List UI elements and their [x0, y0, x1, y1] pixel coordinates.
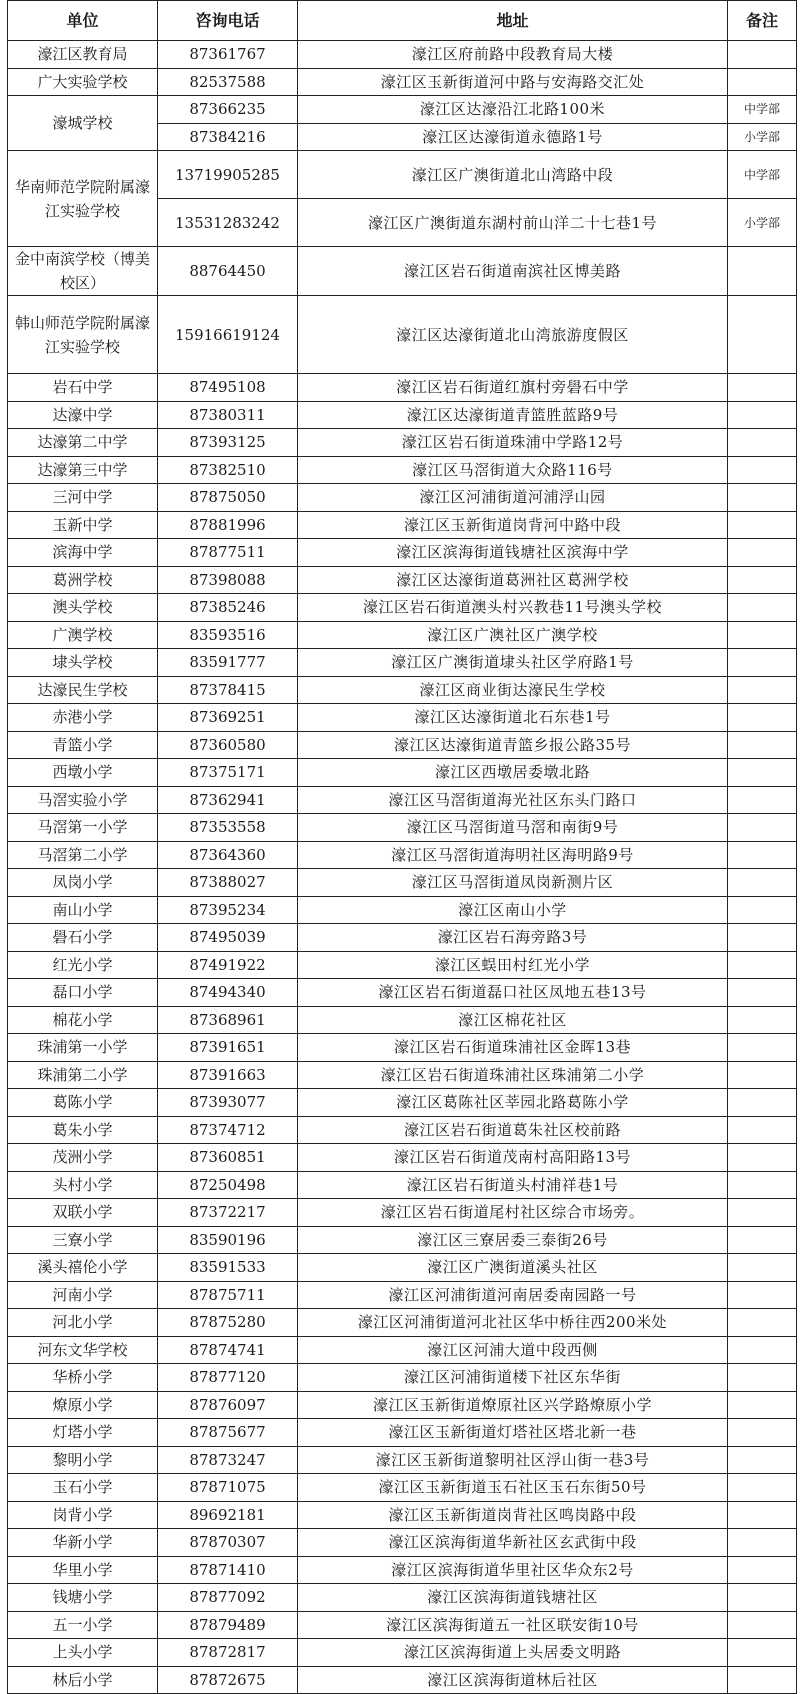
unit-cell: 凤岗小学	[8, 869, 158, 897]
note-cell	[728, 594, 797, 622]
phone-cell: 15916619124	[158, 296, 298, 374]
phone-cell: 87876097	[158, 1391, 298, 1419]
phone-cell: 87873247	[158, 1446, 298, 1474]
note-cell	[728, 539, 797, 567]
unit-cell: 濠城学校	[8, 96, 158, 151]
unit-cell: 马滘第一小学	[8, 814, 158, 842]
note-cell	[728, 456, 797, 484]
table-row	[8, 896, 797, 924]
note-cell	[728, 924, 797, 952]
table-row	[8, 1116, 797, 1144]
note-cell	[728, 1611, 797, 1639]
phone-cell: 87881996	[158, 511, 298, 539]
table-row	[8, 1666, 797, 1694]
unit-cell: 磊口小学	[8, 979, 158, 1007]
address-cell: 濠江区玉新街道河中路与安海路交汇处	[298, 68, 728, 96]
address-cell: 濠江区岩石街道磊口社区凤地五巷13号	[298, 979, 728, 1007]
note-cell	[728, 1501, 797, 1529]
table-row	[8, 96, 797, 124]
unit-cell: 华南师范学院附属濠江实验学校	[8, 151, 158, 247]
unit-cell: 青篮小学	[8, 731, 158, 759]
phone-cell: 87875711	[158, 1281, 298, 1309]
table-row	[8, 1281, 797, 1309]
table-row	[8, 1199, 797, 1227]
table-row	[8, 1254, 797, 1282]
address-cell: 濠江区达濠街道青篮胜蓝路9号	[298, 401, 728, 429]
unit-cell: 葛洲学校	[8, 566, 158, 594]
phone-cell: 83591777	[158, 649, 298, 677]
table-row	[8, 151, 797, 199]
address-cell: 濠江区玉新街道黎明社区浮山街一巷3号	[298, 1446, 728, 1474]
phone-cell: 87360580	[158, 731, 298, 759]
address-cell: 濠江区玉新街道燎原社区兴学路燎原小学	[298, 1391, 728, 1419]
note-cell	[728, 1061, 797, 1089]
unit-cell: 河南小学	[8, 1281, 158, 1309]
note-cell	[728, 704, 797, 732]
header-note: 备注	[728, 1, 797, 41]
note-cell	[728, 68, 797, 96]
unit-cell: 燎原小学	[8, 1391, 158, 1419]
table-row	[8, 1446, 797, 1474]
table-row	[8, 1556, 797, 1584]
table-row	[8, 979, 797, 1007]
table-row	[8, 1144, 797, 1172]
unit-cell: 滨海中学	[8, 539, 158, 567]
table-row	[8, 1309, 797, 1337]
address-cell: 濠江区三寮居委三泰街26号	[298, 1226, 728, 1254]
table-row	[8, 649, 797, 677]
unit-cell: 达濠第二中学	[8, 429, 158, 457]
note-cell: 中学部	[728, 151, 797, 199]
phone-cell: 87491922	[158, 951, 298, 979]
address-cell: 濠江区玉新街道灯塔社区塔北新一巷	[298, 1419, 728, 1447]
unit-cell: 南山小学	[8, 896, 158, 924]
table-body	[8, 41, 797, 1694]
header-unit: 单位	[8, 1, 158, 41]
note-cell	[728, 1034, 797, 1062]
phone-cell: 87375171	[158, 759, 298, 787]
table-row	[8, 1364, 797, 1392]
unit-cell: 三寮小学	[8, 1226, 158, 1254]
phone-cell: 89692181	[158, 1501, 298, 1529]
unit-cell: 双联小学	[8, 1199, 158, 1227]
table-row	[8, 1584, 797, 1612]
note-cell	[728, 1006, 797, 1034]
table-row	[8, 456, 797, 484]
unit-cell: 马滘第二小学	[8, 841, 158, 869]
table-row	[8, 841, 797, 869]
note-cell	[728, 1089, 797, 1117]
table-row	[8, 594, 797, 622]
note-cell	[728, 979, 797, 1007]
phone-cell: 87395234	[158, 896, 298, 924]
table-header-row	[8, 1, 797, 41]
note-cell	[728, 1419, 797, 1447]
phone-cell: 87398088	[158, 566, 298, 594]
address-cell: 濠江区岩石街道尾村社区综合市场旁。	[298, 1199, 728, 1227]
address-cell: 濠江区岩石街道珠浦社区金晖13巷	[298, 1034, 728, 1062]
table-row	[8, 1006, 797, 1034]
note-cell	[728, 1666, 797, 1694]
header-address: 地址	[298, 1, 728, 41]
note-cell	[728, 1281, 797, 1309]
phone-cell: 87875677	[158, 1419, 298, 1447]
phone-cell: 87391651	[158, 1034, 298, 1062]
address-cell: 濠江区岩石街道茂南村高阳路13号	[298, 1144, 728, 1172]
address-cell: 濠江区滨海街道华新社区玄武街中段	[298, 1529, 728, 1557]
table-row	[8, 759, 797, 787]
phone-cell: 83593516	[158, 621, 298, 649]
address-cell: 濠江区滨海街道钱塘社区滨海中学	[298, 539, 728, 567]
note-cell	[728, 511, 797, 539]
unit-cell: 岗背小学	[8, 1501, 158, 1529]
phone-cell: 87380311	[158, 401, 298, 429]
phone-cell: 87875050	[158, 484, 298, 512]
address-cell: 濠江区河浦街道楼下社区东华街	[298, 1364, 728, 1392]
phone-cell: 87871075	[158, 1474, 298, 1502]
note-cell	[728, 41, 797, 69]
note-cell	[728, 1391, 797, 1419]
unit-cell: 林后小学	[8, 1666, 158, 1694]
header-phone: 咨询电话	[158, 1, 298, 41]
table-row	[8, 429, 797, 457]
phone-cell: 87495039	[158, 924, 298, 952]
address-cell: 濠江区葛陈社区莘园北路葛陈小学	[298, 1089, 728, 1117]
phone-cell: 87388027	[158, 869, 298, 897]
table-row	[8, 621, 797, 649]
table-row	[8, 951, 797, 979]
phone-cell: 87372217	[158, 1199, 298, 1227]
unit-cell: 玉新中学	[8, 511, 158, 539]
phone-cell: 87877120	[158, 1364, 298, 1392]
note-cell	[728, 649, 797, 677]
address-cell: 濠江区河浦大道中段西侧	[298, 1336, 728, 1364]
note-cell	[728, 731, 797, 759]
table-row	[8, 924, 797, 952]
table-row	[8, 68, 797, 96]
unit-cell: 河北小学	[8, 1309, 158, 1337]
unit-cell: 玉石小学	[8, 1474, 158, 1502]
phone-cell: 87353558	[158, 814, 298, 842]
note-cell	[728, 1639, 797, 1667]
table-row	[8, 1061, 797, 1089]
address-cell: 濠江区马滘街道大众路116号	[298, 456, 728, 484]
address-cell: 濠江区岩石街道南滨社区博美路	[298, 247, 728, 296]
unit-cell: 珠浦第一小学	[8, 1034, 158, 1062]
address-cell: 濠江区达濠街道葛洲社区葛洲学校	[298, 566, 728, 594]
address-cell: 濠江区广澳街道埭头社区学府路1号	[298, 649, 728, 677]
table-row	[8, 676, 797, 704]
address-cell: 濠江区马滘街道海光社区东头门路口	[298, 786, 728, 814]
note-cell	[728, 296, 797, 374]
phone-cell: 87393077	[158, 1089, 298, 1117]
address-cell: 濠江区玉新街道岗背河中路中段	[298, 511, 728, 539]
note-cell	[728, 484, 797, 512]
unit-cell: 濠江区教育局	[8, 41, 158, 69]
note-cell	[728, 759, 797, 787]
phone-cell: 87378415	[158, 676, 298, 704]
address-cell: 濠江区商业街达濠民生学校	[298, 676, 728, 704]
phone-cell: 87364360	[158, 841, 298, 869]
note-cell	[728, 814, 797, 842]
unit-cell: 广澳学校	[8, 621, 158, 649]
address-cell: 濠江区岩石街道红旗村旁礐石中学	[298, 374, 728, 402]
phone-cell: 87360851	[158, 1144, 298, 1172]
unit-cell: 礐石小学	[8, 924, 158, 952]
address-cell: 濠江区广澳街道东湖村前山洋二十七巷1号	[298, 199, 728, 247]
unit-cell: 澳头学校	[8, 594, 158, 622]
unit-cell: 华里小学	[8, 1556, 158, 1584]
note-cell	[728, 1336, 797, 1364]
address-cell: 濠江区河浦街道河北社区华中桥往西200米处	[298, 1309, 728, 1337]
table-row	[8, 1501, 797, 1529]
table-row	[8, 511, 797, 539]
note-cell	[728, 1309, 797, 1337]
table-row	[8, 1226, 797, 1254]
phone-cell: 13531283242	[158, 199, 298, 247]
address-cell: 濠江区府前路中段教育局大楼	[298, 41, 728, 69]
phone-cell: 87374712	[158, 1116, 298, 1144]
note-cell	[728, 1226, 797, 1254]
phone-cell: 87361767	[158, 41, 298, 69]
note-cell: 中学部	[728, 96, 797, 124]
unit-cell: 达濠中学	[8, 401, 158, 429]
phone-cell: 87495108	[158, 374, 298, 402]
address-cell: 濠江区河浦街道河浦浮山园	[298, 484, 728, 512]
table-row	[8, 1336, 797, 1364]
address-cell: 濠江区岩石海旁路3号	[298, 924, 728, 952]
table-row	[8, 1034, 797, 1062]
unit-cell: 溪头禧伦小学	[8, 1254, 158, 1282]
unit-cell: 广大实验学校	[8, 68, 158, 96]
address-cell: 濠江区岩石街道头村浦祥巷1号	[298, 1171, 728, 1199]
table-row	[8, 786, 797, 814]
phone-cell: 87391663	[158, 1061, 298, 1089]
note-cell	[728, 841, 797, 869]
address-cell: 濠江区岩石街道澳头村兴教巷11号澳头学校	[298, 594, 728, 622]
unit-cell: 达濠第三中学	[8, 456, 158, 484]
unit-cell: 岩石中学	[8, 374, 158, 402]
note-cell	[728, 1474, 797, 1502]
phone-cell: 87366235	[158, 96, 298, 124]
address-cell: 濠江区达濠街道永德路1号	[298, 123, 728, 151]
note-cell	[728, 1144, 797, 1172]
address-cell: 濠江区棉花社区	[298, 1006, 728, 1034]
table-row	[8, 814, 797, 842]
unit-cell: 华新小学	[8, 1529, 158, 1557]
address-cell: 濠江区达濠街道青篮乡报公路35号	[298, 731, 728, 759]
note-cell	[728, 1364, 797, 1392]
address-cell: 濠江区达濠街道北石东巷1号	[298, 704, 728, 732]
address-cell: 濠江区滨海街道钱塘社区	[298, 1584, 728, 1612]
note-cell	[728, 951, 797, 979]
unit-cell: 葛朱小学	[8, 1116, 158, 1144]
phone-cell: 83590196	[158, 1226, 298, 1254]
note-cell	[728, 429, 797, 457]
address-cell: 濠江区河浦街道河南居委南园路一号	[298, 1281, 728, 1309]
unit-cell: 头村小学	[8, 1171, 158, 1199]
unit-cell: 灯塔小学	[8, 1419, 158, 1447]
phone-cell: 87879489	[158, 1611, 298, 1639]
phone-cell: 82537588	[158, 68, 298, 96]
address-cell: 濠江区广澳街道溪头社区	[298, 1254, 728, 1282]
phone-cell: 87385246	[158, 594, 298, 622]
phone-cell: 83591533	[158, 1254, 298, 1282]
phone-cell: 87368961	[158, 1006, 298, 1034]
phone-cell: 88764450	[158, 247, 298, 296]
unit-cell: 河东文华学校	[8, 1336, 158, 1364]
table-row	[8, 1171, 797, 1199]
unit-cell: 上头小学	[8, 1639, 158, 1667]
table-row	[8, 1611, 797, 1639]
phone-cell: 87250498	[158, 1171, 298, 1199]
address-cell: 濠江区玉新街道玉石社区玉石东街50号	[298, 1474, 728, 1502]
note-cell	[728, 1199, 797, 1227]
unit-cell: 钱塘小学	[8, 1584, 158, 1612]
address-cell: 濠江区南山小学	[298, 896, 728, 924]
note-cell	[728, 621, 797, 649]
note-cell	[728, 676, 797, 704]
address-cell: 濠江区滨海街道五一社区联安街10号	[298, 1611, 728, 1639]
address-cell: 濠江区滨海街道林后社区	[298, 1666, 728, 1694]
unit-cell: 马滘实验小学	[8, 786, 158, 814]
unit-cell: 珠浦第二小学	[8, 1061, 158, 1089]
table-row	[8, 1639, 797, 1667]
note-cell	[728, 869, 797, 897]
phone-cell: 87877092	[158, 1584, 298, 1612]
table-row	[8, 401, 797, 429]
note-cell	[728, 1556, 797, 1584]
phone-cell: 87870307	[158, 1529, 298, 1557]
phone-cell: 87382510	[158, 456, 298, 484]
unit-cell: 金中南滨学校（博美校区）	[8, 247, 158, 296]
table-row	[8, 484, 797, 512]
phone-cell: 87362941	[158, 786, 298, 814]
address-cell: 濠江区岩石街道珠浦社区珠浦第二小学	[298, 1061, 728, 1089]
note-cell	[728, 1116, 797, 1144]
phone-cell: 87877511	[158, 539, 298, 567]
unit-cell: 茂洲小学	[8, 1144, 158, 1172]
address-cell: 濠江区广澳社区广澳学校	[298, 621, 728, 649]
unit-cell: 赤港小学	[8, 704, 158, 732]
note-cell	[728, 1446, 797, 1474]
note-cell	[728, 374, 797, 402]
address-cell: 濠江区马滘街道马滘和南街9号	[298, 814, 728, 842]
address-cell: 濠江区玉新街道岗背社区鸣岗路中段	[298, 1501, 728, 1529]
table-row	[8, 704, 797, 732]
table-row	[8, 869, 797, 897]
note-cell	[728, 566, 797, 594]
phone-cell: 13719905285	[158, 151, 298, 199]
address-cell: 濠江区滨海街道上头居委文明路	[298, 1639, 728, 1667]
note-cell	[728, 786, 797, 814]
address-cell: 濠江区滨海街道华里社区华众东2号	[298, 1556, 728, 1584]
address-cell: 濠江区岩石街道珠浦中学路12号	[298, 429, 728, 457]
unit-cell: 三河中学	[8, 484, 158, 512]
table-row	[8, 1391, 797, 1419]
address-cell: 濠江区达濠街道北山湾旅游度假区	[298, 296, 728, 374]
unit-cell: 葛陈小学	[8, 1089, 158, 1117]
table-row	[8, 1089, 797, 1117]
unit-cell: 棉花小学	[8, 1006, 158, 1034]
note-cell	[728, 1529, 797, 1557]
note-cell: 小学部	[728, 123, 797, 151]
address-cell: 濠江区广澳街道北山湾路中段	[298, 151, 728, 199]
phone-cell: 87875280	[158, 1309, 298, 1337]
table-row	[8, 566, 797, 594]
phone-cell: 87494340	[158, 979, 298, 1007]
address-cell: 濠江区马滘街道海明社区海明路9号	[298, 841, 728, 869]
table-row	[8, 41, 797, 69]
phone-cell: 87874741	[158, 1336, 298, 1364]
note-cell	[728, 1584, 797, 1612]
table-row	[8, 247, 797, 296]
note-cell	[728, 247, 797, 296]
unit-cell: 韩山师范学院附属濠江实验学校	[8, 296, 158, 374]
phone-cell: 87872817	[158, 1639, 298, 1667]
unit-cell: 黎明小学	[8, 1446, 158, 1474]
phone-cell: 87369251	[158, 704, 298, 732]
unit-cell: 达濠民生学校	[8, 676, 158, 704]
table-row	[8, 731, 797, 759]
unit-cell: 西墩小学	[8, 759, 158, 787]
address-cell: 濠江区岩石街道葛朱社区校前路	[298, 1116, 728, 1144]
table-row	[8, 1474, 797, 1502]
address-cell: 濠江区达濠沿江北路100米	[298, 96, 728, 124]
table-row	[8, 374, 797, 402]
address-cell: 濠江区马滘街道凤岗新测片区	[298, 869, 728, 897]
note-cell	[728, 896, 797, 924]
phone-cell: 87393125	[158, 429, 298, 457]
school-contact-table	[7, 0, 797, 1694]
address-cell: 濠江区蜈田村红光小学	[298, 951, 728, 979]
unit-cell: 埭头学校	[8, 649, 158, 677]
table-row	[8, 1529, 797, 1557]
note-cell: 小学部	[728, 199, 797, 247]
table-row	[8, 1419, 797, 1447]
unit-cell: 五一小学	[8, 1611, 158, 1639]
note-cell	[728, 1171, 797, 1199]
note-cell	[728, 1254, 797, 1282]
phone-cell: 87871410	[158, 1556, 298, 1584]
table-row	[8, 296, 797, 374]
table-row	[8, 539, 797, 567]
unit-cell: 红光小学	[8, 951, 158, 979]
phone-cell: 87384216	[158, 123, 298, 151]
unit-cell: 华桥小学	[8, 1364, 158, 1392]
note-cell	[728, 401, 797, 429]
phone-cell: 87872675	[158, 1666, 298, 1694]
address-cell: 濠江区西墩居委墩北路	[298, 759, 728, 787]
